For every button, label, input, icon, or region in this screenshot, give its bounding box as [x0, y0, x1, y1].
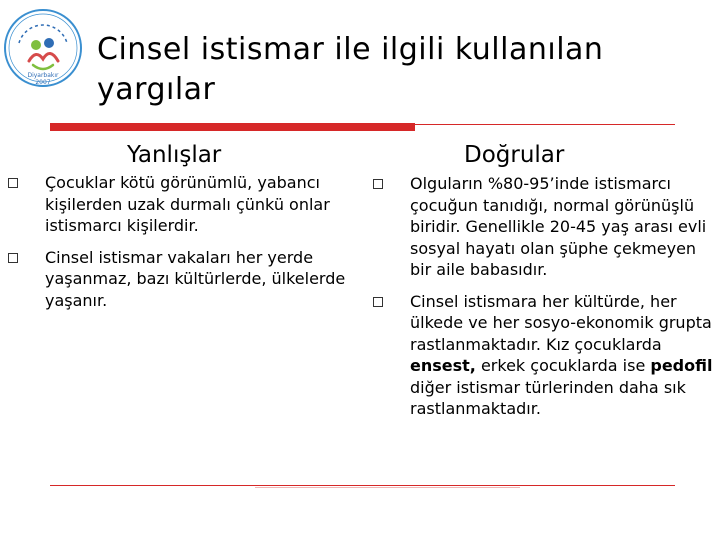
footer-rule-faint [255, 487, 520, 488]
text-segment: erkek çocuklarda ise [475, 356, 651, 375]
logo-figure-head-green [31, 40, 41, 50]
list-item-text: Cinsel istismar vakaları her yerde yaşanmaz, bazı kültürlerde, ülkelerde yaşanır. [45, 247, 346, 310]
text-segment: Cinsel istismara her kültürde, her ülkede ve her sosyo-ekonomik grupta rastlanmaktadır. Kız çocuklarda [410, 291, 712, 354]
list-item-text: Çocuklar kötü görünümlü, yabancı kişilerden uzak durmalı çünkü onlar istismarcı kişilerdir. [45, 173, 330, 235]
list-item [373, 173, 718, 281]
square-bullet-icon [8, 178, 18, 188]
myths-list [8, 172, 348, 311]
square-bullet-icon [373, 297, 383, 307]
bold-term-incest: ensest, [410, 356, 476, 375]
logo [3, 3, 83, 93]
page-title: Cinsel istismar ile ilgili kullanılan yargılar [97, 32, 604, 107]
footer-rule [50, 485, 675, 486]
facts-list [373, 173, 718, 420]
square-bullet-icon [373, 179, 383, 189]
text-segment: diğer istismar türlerinden daha sık rastlanmaktadır. [410, 377, 686, 418]
logo-emblem [3, 3, 83, 93]
logo-year: 2007 [35, 79, 51, 86]
list-item [8, 172, 348, 237]
list-item-text: Olguların %80-95’inde istismarcı çocuğun tanıdığı, normal görünüşlü biridir. Genellikle 20-45 yaş arası evli sosyal hayatı olan şüphe çekmeyen bir aile babasıdır. [410, 174, 707, 279]
square-bullet-icon [8, 253, 18, 263]
logo-city: Diyarbakır [27, 72, 59, 79]
list-item-text [410, 292, 712, 419]
title-underline-thin [415, 124, 675, 125]
bold-term-pedophile: pedofil [650, 356, 713, 375]
left-column-heading: Yanlışlar [127, 142, 222, 168]
logo-figure-head-blue [44, 38, 54, 48]
right-column-heading: Doğrular [464, 142, 565, 168]
list-item [373, 291, 718, 420]
list-item [8, 247, 348, 312]
title-underline-thick [50, 123, 415, 131]
